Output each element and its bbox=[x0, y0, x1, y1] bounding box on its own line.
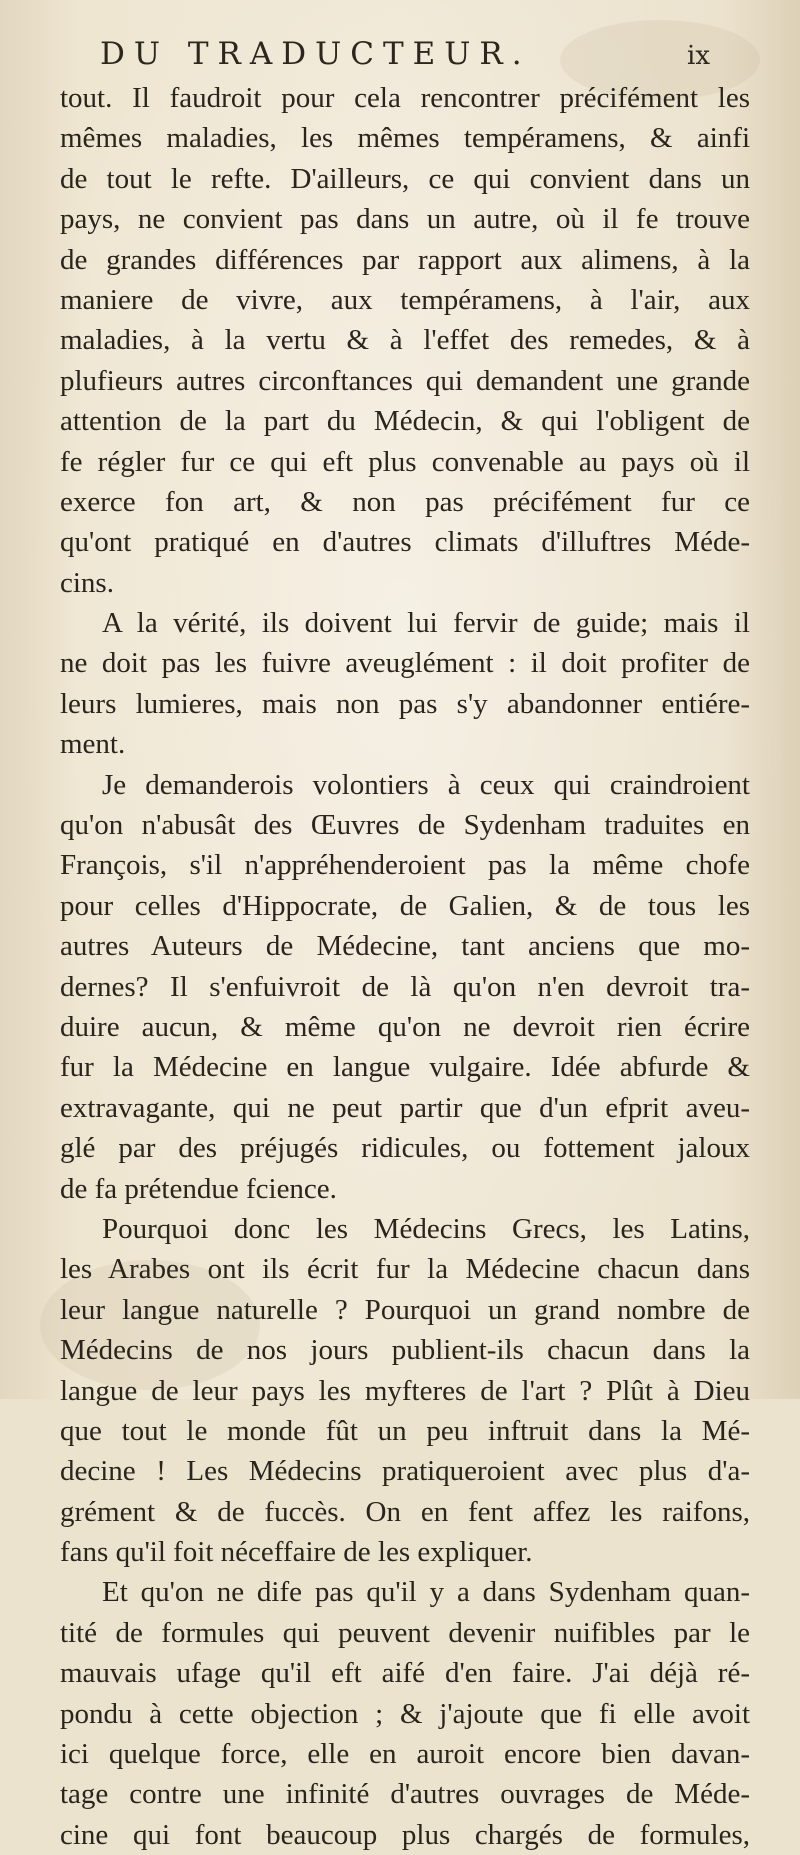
text-line: ici quelque force, elle en auroit encore bien davan- bbox=[60, 1738, 750, 1771]
text-line: mêmes maladies, les mêmes tempéramens, & ainfi bbox=[60, 122, 750, 155]
text-line: leur langue naturelle ? Pourquoi un grand nombre de bbox=[60, 1293, 750, 1326]
text-line: autres Auteurs de Médecine, tant anciens que mo- bbox=[60, 930, 750, 963]
text-line: ne doit pas les fuivre aveuglément : il doit profiter de bbox=[60, 647, 750, 680]
text-line: de fa prétendue fcience. bbox=[60, 1172, 337, 1205]
text-line: maniere de vivre, aux tempéramens, à l'air, aux bbox=[60, 283, 750, 316]
text-line: leurs lumieres, mais non pas s'y abandonner entiére- bbox=[60, 687, 750, 720]
text-line: exerce fon art, & non pas précifément fur ce bbox=[60, 485, 750, 518]
text-line: plufieurs autres circonftances qui demandent une grande bbox=[60, 364, 750, 397]
text-line: ment. bbox=[60, 728, 126, 761]
text-line: duire aucun, & même qu'on ne devroit rien écrire bbox=[60, 1010, 750, 1043]
text-line: tage contre une infinité d'autres ouvrages de Méde- bbox=[60, 1778, 750, 1811]
text-line: pour celles d'Hippocrate, de Galien, & de tous les bbox=[60, 889, 750, 922]
text-line: Et qu'on ne dife pas qu'il y a dans Sydenham quan- bbox=[102, 1576, 750, 1609]
text-line: grément & de fuccès. On en fent affez les raifons, bbox=[60, 1495, 750, 1528]
text-line: dernes? Il s'enfuivroit de là qu'on n'en devroit tra- bbox=[60, 970, 750, 1003]
text-line: Pourquoi donc les Médecins Grecs, les Latins, bbox=[102, 1212, 750, 1245]
text-line: fur la Médecine en langue vulgaire. Idée abfurde & bbox=[60, 1051, 750, 1084]
page-number: ix bbox=[687, 41, 710, 71]
text-line: langue de leur pays les myfteres de l'art ? Plût à Dieu bbox=[60, 1374, 750, 1407]
body-text bbox=[60, 78, 750, 1855]
text-line: qu'on n'abusât des Œuvres de Sydenham traduites en bbox=[60, 809, 750, 842]
text-line: que tout le monde fût un peu inftruit dans la Mé- bbox=[60, 1414, 750, 1447]
running-head bbox=[100, 36, 710, 72]
text-line: cine qui font beaucoup plus chargés de formules, bbox=[60, 1818, 750, 1851]
running-head-title: DU TRADUCTEUR. bbox=[100, 36, 531, 72]
text-line: de grandes différences par rapport aux alimens, à la bbox=[60, 243, 750, 276]
text-line: tout. Il faudroit pour cela rencontrer précifément les bbox=[60, 82, 750, 114]
text-line: fans qu'il foit néceffaire de les expliquer. bbox=[60, 1536, 533, 1569]
text-line: attention de la part du Médecin, & qui l'obligent de bbox=[60, 405, 750, 438]
text-line: fe régler fur ce qui eft plus convenable au pays où il bbox=[60, 445, 750, 478]
text-line: Médecins de nos jours publient-ils chacun dans la bbox=[60, 1334, 750, 1367]
text-line: glé par des préjugés ridicules, ou fottement jaloux bbox=[60, 1132, 750, 1165]
text-line: qu'ont pratiqué en d'autres climats d'illuftres Méde- bbox=[60, 526, 750, 559]
text-line: extravagante, qui ne peut partir que d'un efprit aveu- bbox=[60, 1091, 750, 1124]
text-line: François, s'il n'appréhenderoient pas la même chofe bbox=[60, 849, 750, 882]
text-line: A la vérité, ils doivent lui fervir de guide; mais il bbox=[102, 607, 750, 640]
text-line: decine ! Les Médecins pratiqueroient avec plus d'a- bbox=[60, 1455, 750, 1488]
text-line: cins. bbox=[60, 566, 114, 599]
text-line: pays, ne convient pas dans un autre, où il fe trouve bbox=[60, 203, 750, 236]
text-line: Je demanderois volontiers à ceux qui craindroient bbox=[102, 768, 750, 801]
text-line: maladies, à la vertu & à l'effet des remedes, & à bbox=[60, 324, 750, 357]
text-line: de tout le refte. D'ailleurs, ce qui convient dans un bbox=[60, 162, 750, 195]
text-line: les Arabes ont ils écrit fur la Médecine chacun dans bbox=[60, 1253, 750, 1286]
text-line: mauvais ufage qu'il eft aifé d'en faire. J'ai déjà ré- bbox=[60, 1657, 750, 1690]
text-line: pondu à cette objection ; & j'ajoute que fi elle avoit bbox=[60, 1697, 750, 1730]
text-line: tité de formules qui peuvent devenir nuifibles par le bbox=[60, 1616, 750, 1649]
